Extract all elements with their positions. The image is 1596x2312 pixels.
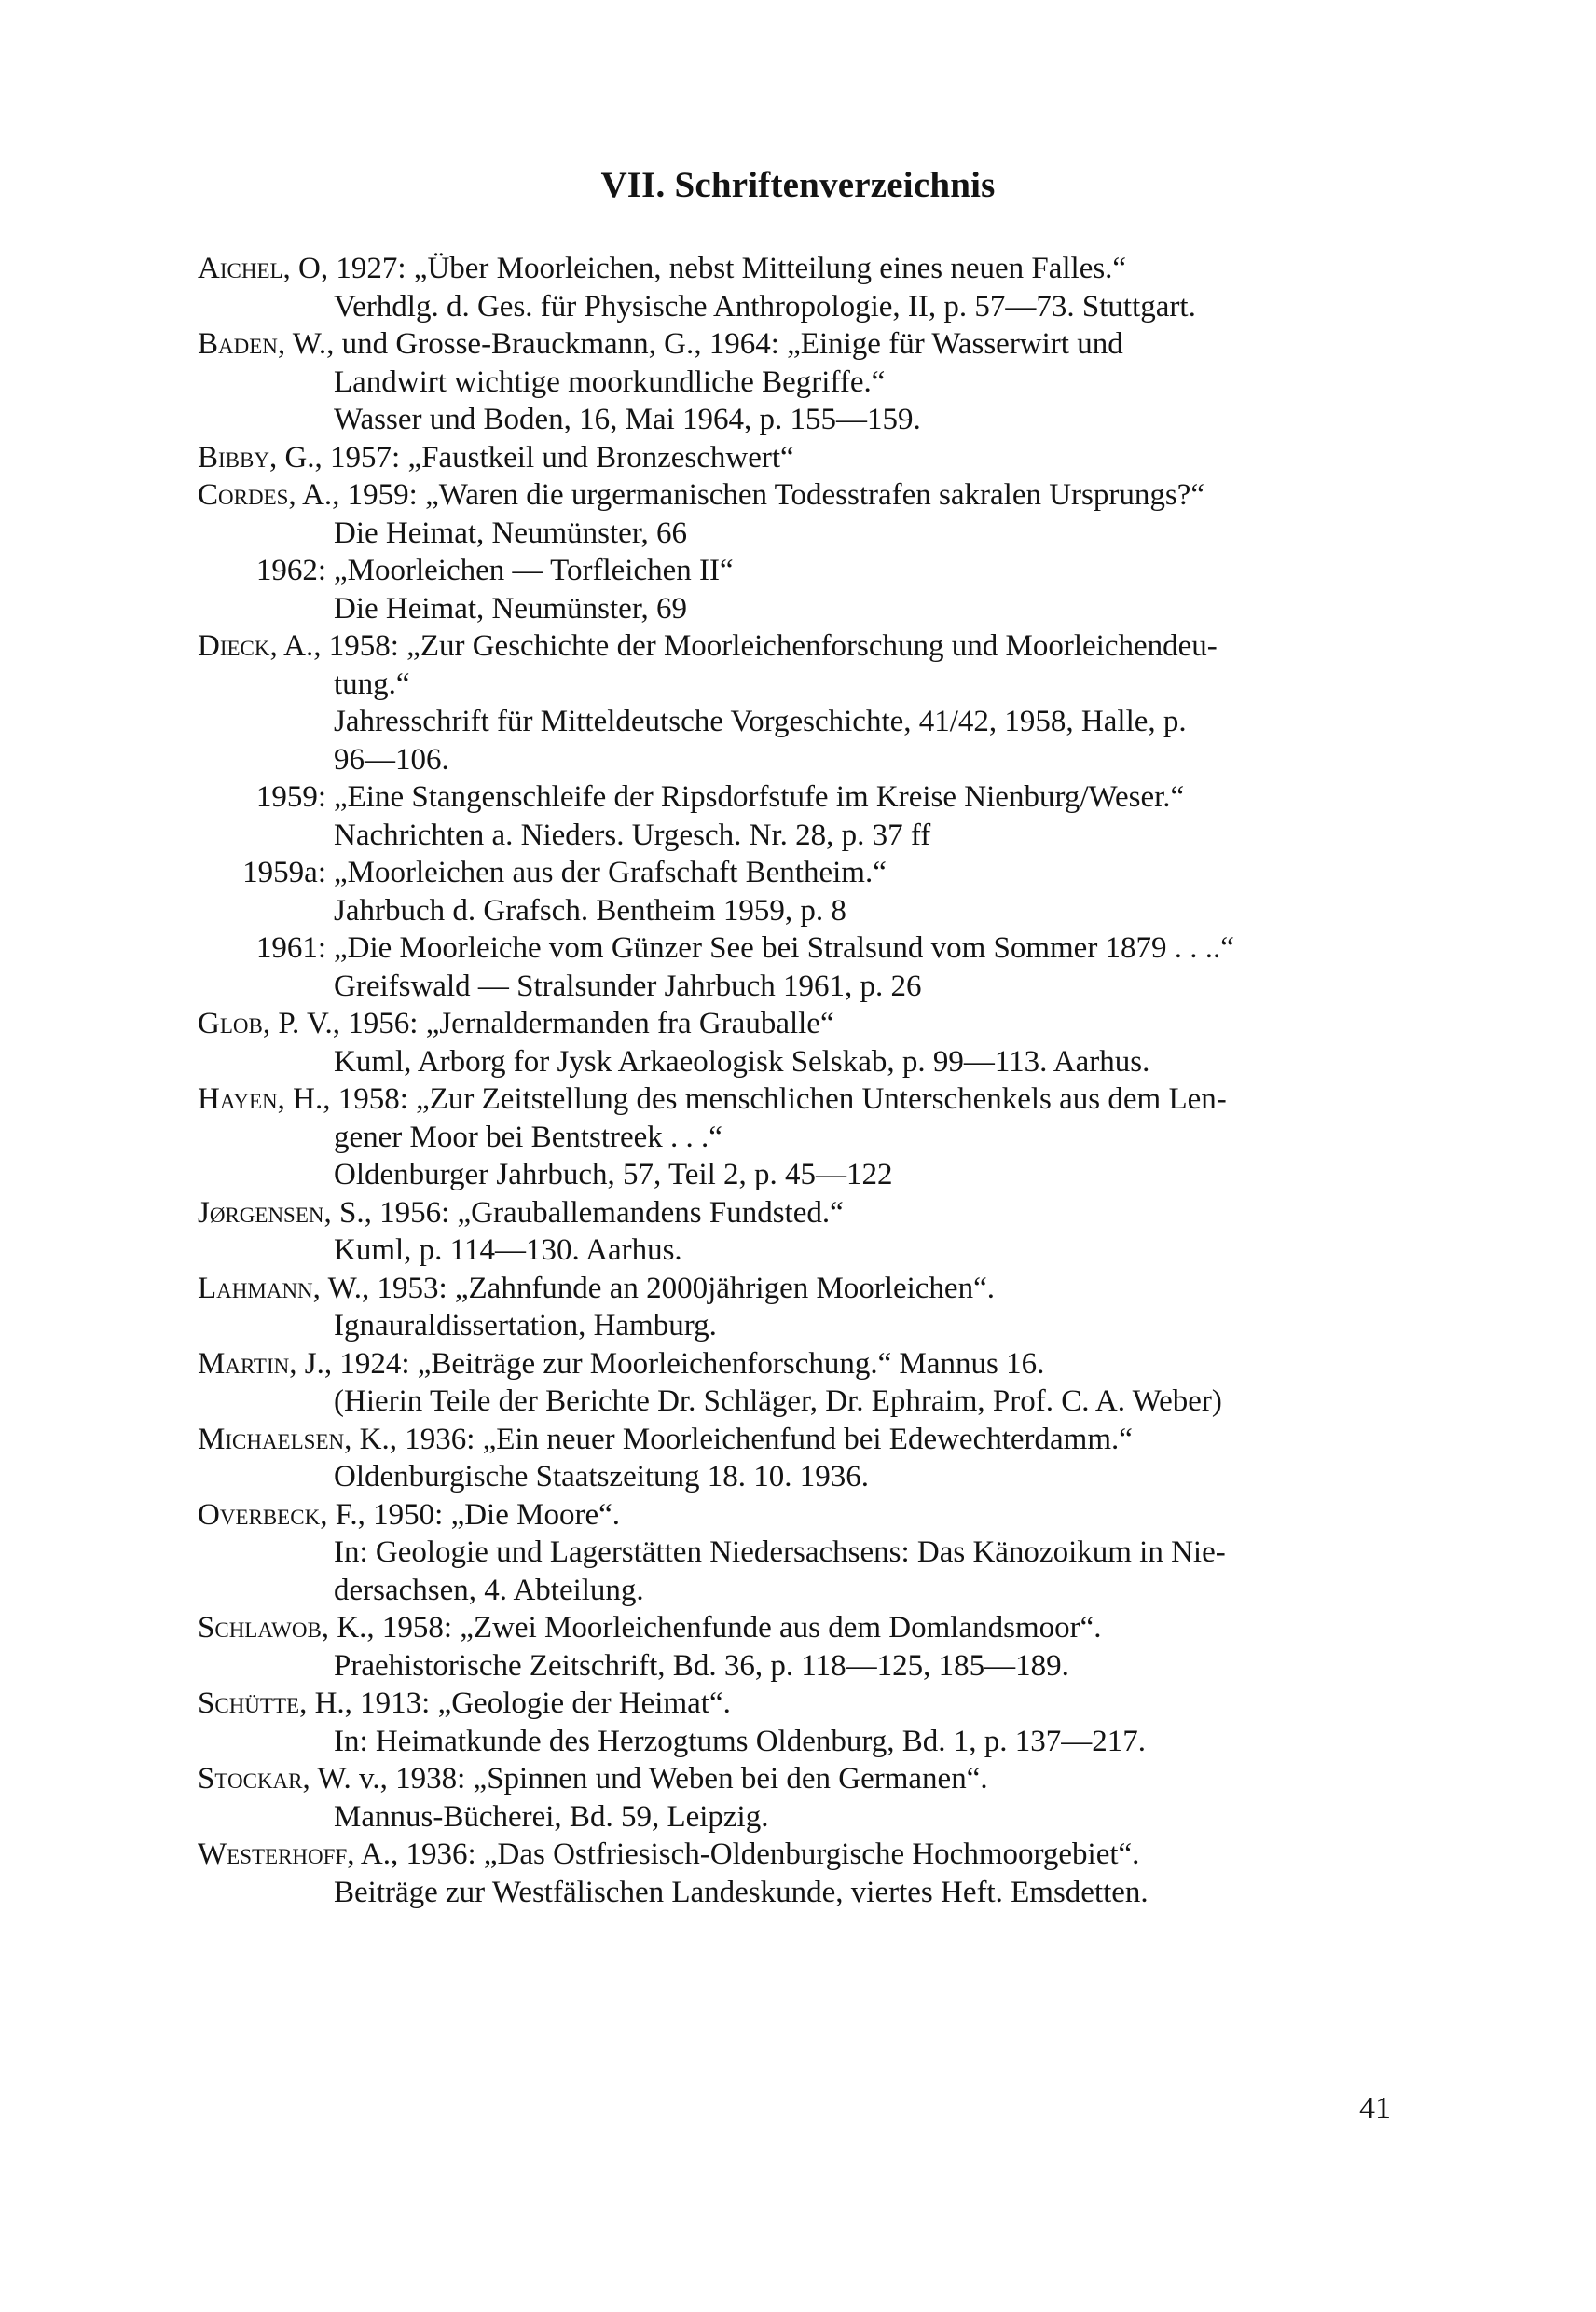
author-name: Bibby xyxy=(198,440,269,475)
bib-entry xyxy=(198,627,1411,778)
bibliography xyxy=(198,250,1411,1911)
entry-continuation: Oldenburger Jahrbuch, 57, Teil 2, p. 45—122 xyxy=(334,1158,893,1191)
entry-details: , W., 1953: „Zahnfunde an 2000jährigen Moorleichen“. xyxy=(312,1271,995,1305)
entry-first-line xyxy=(198,1080,1411,1119)
entry-first-line xyxy=(198,1194,1411,1232)
entry-first-line xyxy=(198,1609,1411,1647)
entry-first-line xyxy=(198,854,1411,892)
bib-entry xyxy=(198,1760,1411,1836)
entry-first-line xyxy=(198,1685,1411,1723)
bib-entry xyxy=(198,439,1411,477)
entry-continuation: Kuml, p. 114—130. Aarhus. xyxy=(334,1233,682,1267)
entry-continuation: gener Moor bei Bentstreek . . .“ xyxy=(334,1120,722,1154)
entry-details: , A., 1959: „Waren die urgermanischen Todesstrafen sakralen Ursprungs?“ xyxy=(288,478,1205,512)
entry-continuation: tung.“ xyxy=(334,667,410,701)
section-heading: VII. Schriftenverzeichnis xyxy=(600,165,996,205)
entry-details: , W. v., 1938: „Spinnen und Weben bei den Germanen“. xyxy=(302,1762,988,1796)
entry-continuation: Die Heimat, Neumünster, 66 xyxy=(334,516,688,550)
entry-first-line xyxy=(198,627,1411,666)
bib-entry xyxy=(198,1496,1411,1610)
entry-year: 1961: xyxy=(255,931,326,965)
entry-continuation: Landwirt wichtige moorkundliche Begriffe.“ xyxy=(334,365,886,399)
entry-first-line xyxy=(198,552,1411,590)
author-name: Dieck xyxy=(198,629,270,663)
author-name: Cordes xyxy=(198,478,289,512)
entry-first-line xyxy=(198,929,1411,968)
entry-year: 1959a: xyxy=(242,856,326,889)
entry-details: , K., 1936: „Ein neuer Moorleichenfund bei Edewechterdamm.“ xyxy=(344,1422,1133,1456)
author-name: Glob xyxy=(198,1007,263,1040)
entry-continuation: Greifswald — Stralsunder Jahrbuch 1961, p. 26 xyxy=(334,969,922,1003)
entry-first-line xyxy=(198,778,1411,817)
entry-details: , F., 1950: „Die Moore“. xyxy=(320,1497,620,1532)
entry-first-line xyxy=(198,1496,1411,1534)
entry-details: , H., 1958: „Zur Zeitstellung des menschlichen Unterschenkels aus dem Len- xyxy=(277,1082,1227,1116)
entry-continuation: Verhdlg. d. Ges. für Physische Anthropologie, II, p. 57—73. Stuttgart. xyxy=(334,289,1196,323)
page-number: 41 xyxy=(1359,2091,1391,2126)
entry-first-line xyxy=(198,476,1411,515)
entry-continuation: In: Geologie und Lagerstätten Niedersachsens: Das Känozoikum in Nie- xyxy=(334,1535,1226,1569)
entry-first-line xyxy=(198,1345,1411,1383)
entry-first-line xyxy=(198,325,1411,364)
bib-entry xyxy=(198,1685,1411,1760)
entry-title: „Moorleichen — Torfleichen II“ xyxy=(334,554,734,587)
bib-entry xyxy=(198,552,1411,627)
entry-year: 1959: xyxy=(255,780,326,814)
entry-continuation: Beiträge zur Westfälischen Landeskunde, viertes Heft. Emsdetten. xyxy=(334,1875,1149,1909)
bib-entry xyxy=(198,1270,1411,1345)
bib-entry xyxy=(198,778,1411,854)
bib-entry xyxy=(198,1345,1411,1421)
author-name: Schlawob xyxy=(198,1611,322,1645)
author-name: Jørgensen xyxy=(198,1195,324,1230)
bib-entry xyxy=(198,1194,1411,1270)
author-name: Westerhoff xyxy=(198,1837,348,1871)
bib-entry xyxy=(198,929,1411,1005)
entry-details: , W., und Grosse-Brauckmann, G., 1964: „Einige für Wasserwirt und xyxy=(277,327,1123,361)
entry-first-line xyxy=(198,439,1411,477)
entry-continuation: Ignauraldissertation, Hamburg. xyxy=(334,1309,717,1342)
author-name: Schütte xyxy=(198,1686,300,1720)
entry-continuation: Mannus-Bücherei, Bd. 59, Leipzig. xyxy=(334,1799,769,1834)
entry-continuation: 96—106. xyxy=(334,742,449,777)
bib-entry xyxy=(198,250,1411,325)
entry-first-line xyxy=(198,1270,1411,1308)
entry-details: , G., 1957: „Faustkeil und Bronzeschwert“ xyxy=(268,440,794,475)
author-name: Martin xyxy=(198,1346,290,1381)
entry-details: , O, 1927: „Über Moorleichen, nebst Mitteilung eines neuen Falles.“ xyxy=(282,252,1127,285)
author-name: Lahmann xyxy=(198,1271,313,1305)
entry-details: , J., 1924: „Beiträge zur Moorleichenforschung.“ Mannus 16. xyxy=(289,1346,1045,1381)
bib-entry xyxy=(198,1836,1411,1911)
entry-continuation: Nachrichten a. Nieders. Urgesch. Nr. 28, p. 37 ff xyxy=(334,818,931,852)
entry-year: 1962: xyxy=(255,554,326,587)
entry-continuation: Die Heimat, Neumünster, 69 xyxy=(334,591,688,626)
entry-continuation: Oldenburgische Staatszeitung 18. 10. 1936. xyxy=(334,1460,870,1493)
bib-entry xyxy=(198,1080,1411,1194)
author-name: Overbeck xyxy=(198,1497,321,1532)
entry-first-line xyxy=(198,1005,1411,1043)
entry-details: , P. V., 1956: „Jernaldermanden fra Grauballe“ xyxy=(262,1007,834,1040)
entry-continuation: In: Heimatkunde des Herzogtums Oldenburg, Bd. 1, p. 137—217. xyxy=(334,1724,1147,1758)
bib-entry xyxy=(198,1609,1411,1685)
author-name: Hayen xyxy=(198,1082,278,1116)
entry-details: , A., 1958: „Zur Geschichte der Moorleichenforschung und Moorleichendeu- xyxy=(269,629,1218,663)
bib-entry xyxy=(198,854,1411,929)
author-name: Baden xyxy=(198,327,278,361)
entry-title: „Eine Stangenschleife der Ripsdorfstufe im Kreise Nienburg/Weser.“ xyxy=(334,780,1185,814)
author-name: Stockar xyxy=(198,1762,303,1796)
entry-details: , H., 1913: „Geologie der Heimat“. xyxy=(299,1686,731,1720)
entry-first-line xyxy=(198,1760,1411,1798)
bib-entry xyxy=(198,1421,1411,1496)
entry-first-line xyxy=(198,1836,1411,1874)
entry-continuation: Praehistorische Zeitschrift, Bd. 36, p. 118—125, 185—189. xyxy=(334,1648,1069,1683)
bib-entry xyxy=(198,325,1411,439)
author-name: Michaelsen xyxy=(198,1422,345,1456)
author-name: Aichel xyxy=(198,252,283,285)
entry-details: , A., 1936: „Das Ostfriesisch-Oldenburgische Hochmoorgebiet“. xyxy=(347,1837,1140,1871)
entry-title: „Die Moorleiche vom Günzer See bei Stralsund vom Sommer 1879 . . ..“ xyxy=(334,931,1234,965)
entry-continuation: (Hierin Teile der Berichte Dr. Schläger, Dr. Ephraim, Prof. C. A. Weber) xyxy=(334,1384,1222,1418)
entry-continuation: Jahresschrift für Mitteldeutsche Vorgeschichte, 41/42, 1958, Halle, p. xyxy=(334,705,1187,738)
entry-title: „Moorleichen aus der Grafschaft Bentheim.“ xyxy=(334,856,887,889)
entry-continuation: Kuml, Arborg for Jysk Arkaeologisk Selskab, p. 99—113. Aarhus. xyxy=(334,1044,1150,1079)
entry-continuation: Jahrbuch d. Grafsch. Bentheim 1959, p. 8 xyxy=(334,893,846,928)
entry-continuation: dersachsen, 4. Abteilung. xyxy=(334,1573,644,1607)
bib-entry xyxy=(198,476,1411,552)
entry-continuation: Wasser und Boden, 16, Mai 1964, p. 155—159. xyxy=(334,403,921,436)
entry-details: , K., 1958: „Zwei Moorleichenfunde aus dem Domlandsmoor“. xyxy=(321,1611,1102,1645)
entry-details: , S., 1956: „Grauballemandens Fundsted.“ xyxy=(323,1195,844,1230)
entry-first-line xyxy=(198,1421,1411,1459)
bib-entry xyxy=(198,1005,1411,1080)
entry-first-line xyxy=(198,250,1411,288)
